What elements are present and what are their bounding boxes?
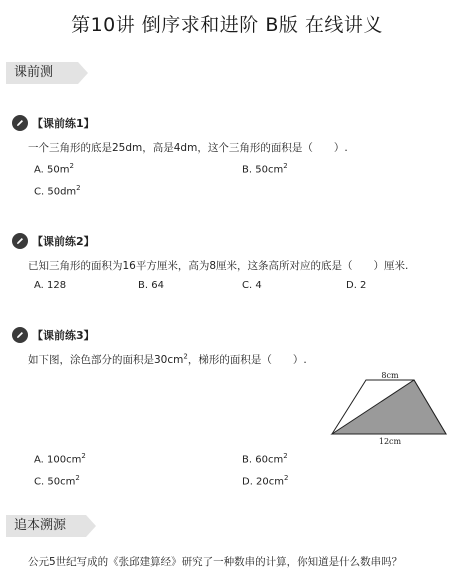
- exercise-2-header: [12, 232, 95, 250]
- section-tab-pretest: 课前测: [6, 62, 78, 84]
- exercise-1-option-c[interactable]: C. $50dm^2$: [34, 184, 81, 198]
- pencil-icon: [12, 233, 28, 249]
- exercise-1-header: [12, 114, 95, 132]
- exercise-2-option-a[interactable]: A. 128: [34, 280, 67, 291]
- pencil-icon: [12, 327, 28, 343]
- figure-bottom-label: 12cm: [378, 437, 402, 446]
- exercise-1-option-b[interactable]: B. $50cm^2$: [242, 162, 288, 176]
- page-title: 第10讲 倒序求和进阶 B版 在线讲义: [71, 14, 383, 36]
- exercise-2-option-b[interactable]: B. 64: [138, 280, 164, 291]
- origin-paragraph: 公元5世纪写成的《张邱建算经》研究了一种数串的计算，你知道是什么数串吗？: [28, 556, 403, 568]
- exercise-3-question: 如下图，涂色部分的面积是$30cm^2$，梯形的面积是（ ）.: [28, 352, 307, 366]
- exercise-2-title: 【课前练2】: [32, 235, 95, 248]
- exercise-2-question: 已知三角形的面积为16平方厘米，高为8厘米，这条高所对应的底是（ ）厘米.: [28, 260, 409, 272]
- exercise-3-option-b[interactable]: B. $60cm^2$: [242, 452, 288, 466]
- section-tab-origin: 追本溯源: [6, 515, 86, 537]
- exercise-1-option-a[interactable]: A. $50m^2$: [34, 162, 74, 176]
- exercise-3-option-c[interactable]: C. $50cm^2$: [34, 474, 80, 488]
- figure-top-label: 8cm: [381, 371, 399, 380]
- pencil-icon: [12, 115, 28, 131]
- trapezoid-figure: [326, 368, 450, 448]
- exercise-2-option-d[interactable]: D. 2: [346, 280, 367, 291]
- exercise-3-title: 【课前练3】: [32, 329, 95, 342]
- exercise-3-option-d[interactable]: D. $20cm^2$: [242, 474, 289, 488]
- exercise-3-option-a[interactable]: A. $100cm^2$: [34, 452, 86, 466]
- exercise-1-title: 【课前练1】: [32, 117, 95, 130]
- exercise-1-question: 一个三角形的底是25dm，高是4dm，这个三角形的面积是（ ）.: [28, 142, 348, 154]
- exercise-3-header: [12, 326, 95, 344]
- exercise-2-option-c[interactable]: C. 4: [242, 280, 262, 291]
